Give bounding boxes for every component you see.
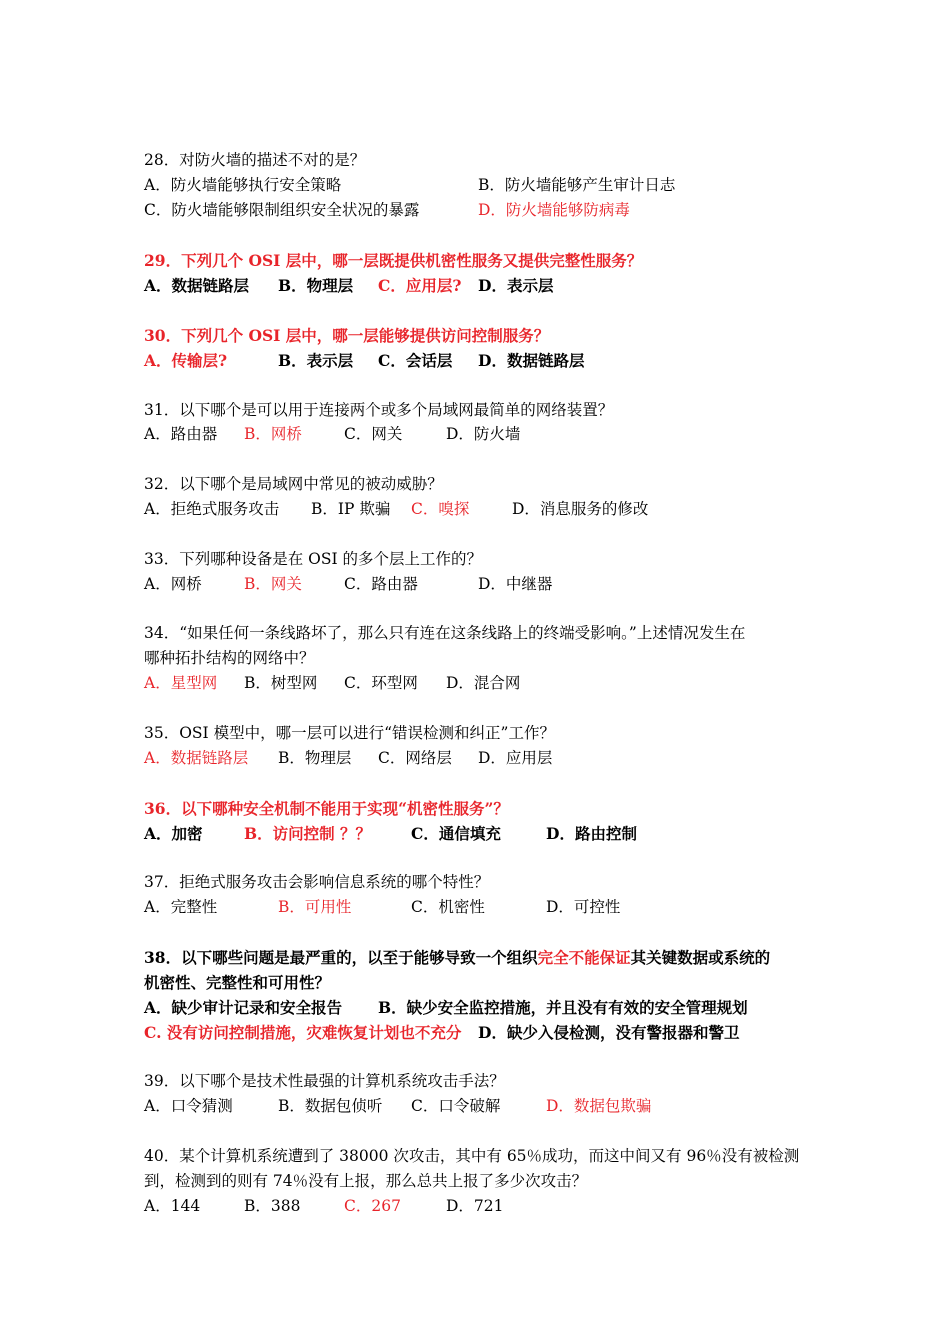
question-37-option-a: A．完整性 [144,898,218,916]
question-35-option-d: D．应用层 [478,749,553,767]
question-34-option-c: C．环型网 [344,674,418,692]
question-34-option-d: D．混合网 [446,674,521,692]
question-36-option-b: B．访问控制 ？？ [244,824,371,843]
question-31-option-b: B．网桥 [244,425,302,443]
question-29-stem: 29．下列几个 OSI 层中，哪一层既提供机密性服务又提供完整性服务？ [144,251,643,270]
question-30-stem: 30．下列几个 OSI 层中，哪一层能够提供访问控制服务？ [144,326,550,345]
question-38-stem-line-2: 机密性、完整性和可用性？ [144,973,331,992]
question-36-option-a: A．加密 [144,824,203,843]
question-33-option-c: C．路由器 [344,575,418,593]
question-29-option-a: A．数据链路层 [144,276,250,295]
question-40-stem-line-2: 到，检测到的则有 74％没有上报，那么总共上报了多少次攻击？ [144,1172,588,1190]
question-39-option-d: D．数据包欺骗 [546,1097,652,1115]
question-28-option-d: D．防火墙能够防病毒 [478,201,630,219]
question-31-option-d: D．防火墙 [446,425,521,443]
question-31-stem: 31．以下哪个是可以用于连接两个或多个局域网最简单的网络装置？ [144,401,614,419]
question-35-stem: 35．OSI 模型中，哪一层可以进行“错误检测和纠正”工作？ [144,724,555,742]
question-29-option-c: C．应用层? [378,276,462,295]
question-31-option-a: A．路由器 [144,425,218,443]
question-30-option-d: D．数据链路层 [478,351,585,370]
question-37-option-c: C．机密性 [411,898,485,916]
question-37-option-d: D．可控性 [546,898,621,916]
question-37-option-b: B．可用性 [278,898,352,916]
question-30-option-c: C．会话层 [378,351,453,370]
question-29-option-d: D．表示层 [478,276,554,295]
question-40-option-a: A．144 [144,1197,201,1215]
question-40-stem-line-1: 40．某个计算机系统遭到了 38000 次攻击，其中有 65％成功，而这中间又有 96％没有被检测 [144,1147,800,1165]
question-34-option-b: B．树型网 [244,674,318,692]
question-30-option-b: B．表示层 [278,351,354,370]
question-39-option-c: C．口令破解 [411,1097,501,1115]
question-32-option-c: C．嗅探 [411,500,470,518]
question-34-stem-line-2: 哪种拓扑结构的网络中？ [144,649,315,667]
question-31-option-c: C．网关 [344,425,403,443]
question-36-stem: 36．以下哪种安全机制不能用于实现“机密性服务”？ [144,799,509,818]
question-28-stem: 28．对防火墙的描述不对的是？ [144,151,366,169]
question-28-option-a: A．防火墙能够执行安全策略 [144,176,342,194]
question-29-option-b: B．物理层 [278,276,354,295]
question-37-stem: 37．拒绝式服务攻击会影响信息系统的哪个特性？ [144,873,490,891]
question-40-option-d: D．721 [446,1197,504,1215]
question-40-option-b: B．388 [244,1197,301,1215]
question-39-option-b: B．数据包侦听 [278,1097,383,1115]
question-39-stem: 39．以下哪个是技术性最强的计算机系统攻击手法？ [144,1072,505,1090]
question-38-stem-highlight: 完全不能保证 [537,948,631,967]
question-40-option-c: C．267 [344,1197,401,1215]
question-34-option-a: A．星型网 [144,674,218,692]
question-30-option-a: A．传输层? [144,351,228,370]
question-38-option-b: B．缺少安全监控措施，并且没有有效的安全管理规划 [378,998,748,1017]
question-38-option-c: C. 没有访问控制措施，灾难恢复计划也不充分 [144,1023,462,1042]
question-34-stem-line-1: 34．“如果任何一条线路坏了，那么只有连在这条线路上的终端受影响。”上述情况发生在 [144,624,746,642]
question-38-stem-line-1 [144,945,770,970]
question-33-option-a: A．网桥 [144,575,202,593]
question-32-stem: 32．以下哪个是局域网中常见的被动威胁？ [144,475,443,493]
question-32-option-d: D．消息服务的修改 [512,500,649,518]
question-38-stem-part-1: 38．以下哪些问题是最严重的，以至于能够导致一个组织 [144,948,538,967]
question-35-option-c: C．网络层 [378,749,452,767]
question-39-option-a: A．口令猜测 [144,1097,233,1115]
question-33-option-b: B．网关 [244,575,302,593]
question-35-option-b: B．物理层 [278,749,352,767]
question-33-option-d: D．中继器 [478,575,553,593]
question-33-stem: 33．下列哪种设备是在 OSI 的多个层上工作的？ [144,550,483,568]
question-28-option-b: B．防火墙能够产生审计日志 [478,176,676,194]
question-38-option-a: A．缺少审计记录和安全报告 [144,998,343,1017]
question-32-option-a: A．拒绝式服务攻击 [144,500,280,518]
question-35-option-a: A．数据链路层 [144,749,249,767]
question-32-option-b: B．IP 欺骗 [311,500,391,518]
question-38-option-d: D．缺少入侵检测，没有警报器和警卫 [478,1023,740,1042]
question-28-option-c: C．防火墙能够限制组织安全状况的暴露 [144,201,420,219]
question-36-option-d: D．路由控制 [546,824,637,843]
question-38-stem-part-2: 其关键数据或系统的 [630,948,771,967]
question-36-option-c: C．通信填充 [411,824,501,843]
